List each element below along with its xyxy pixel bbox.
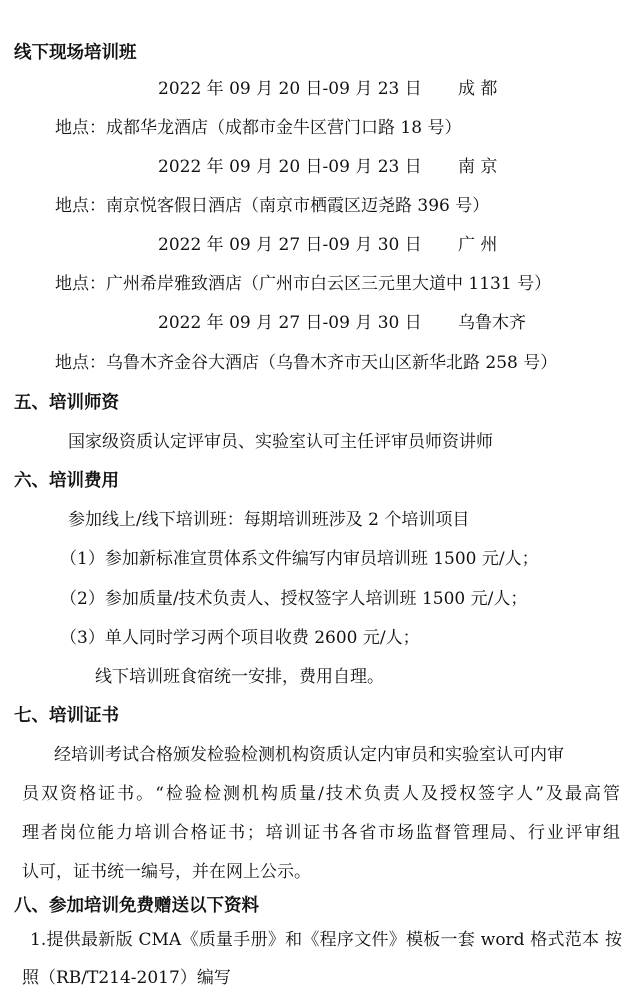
session-city: 乌鲁木齐 bbox=[458, 313, 526, 333]
session-date: 2022 年 09 月 20 日-09 月 23 日 bbox=[158, 157, 422, 177]
section-6-heading: 六、培训费用 bbox=[14, 471, 119, 491]
fee-intro: 参加线上/线下培训班：每期培训班涉及 2 个培训项目 bbox=[68, 510, 470, 530]
session-address-urumqi: 地点：乌鲁木齐金谷大酒店（乌鲁木齐市天山区新华北路 258 号） bbox=[55, 353, 558, 373]
session-address-guangzhou: 地点：广州希岸雅致酒店（广州市白云区三元里大道中 1131 号） bbox=[55, 274, 552, 294]
session-address-nanjing: 地点：南京悦客假日酒店（南京市栖霞区迈尧路 396 号） bbox=[55, 196, 490, 216]
session-schedule-chengdu bbox=[158, 77, 497, 101]
fee-note: 线下培训班食宿统一安排，费用自理。 bbox=[95, 667, 384, 687]
certificate-text-line: 员双资格证书。“检验检测机构质量/技术负责人及授权签字人”及最高管 bbox=[22, 784, 620, 804]
certificate-text-line: 认可，证书统一编号，并在网上公示。 bbox=[22, 862, 311, 882]
section-5-heading: 五、培训师资 bbox=[14, 393, 119, 413]
session-date: 2022 年 09 月 27 日-09 月 30 日 bbox=[158, 313, 422, 333]
materials-line: 照（RB/T214-2017）编写 bbox=[22, 968, 231, 988]
certificate-text-line: 理者岗位能力培训合格证书；培训证书各省市场监督管理局、行业评审组 bbox=[22, 823, 620, 843]
section-8-heading: 八、参加培训免费赠送以下资料 bbox=[14, 896, 259, 916]
section-7-heading: 七、培训证书 bbox=[14, 706, 119, 726]
offline-training-heading: 线下现场培训班 bbox=[14, 43, 137, 63]
fee-item: （2）参加质量/技术负责人、授权签字人培训班 1500 元/人； bbox=[60, 589, 528, 609]
materials-line: 1.提供最新版 CMA《质量手册》和《程序文件》模板一套 word 格式范本 按 bbox=[30, 930, 622, 950]
fee-item: （3）单人同时学习两个项目收费 2600 元/人； bbox=[60, 628, 420, 648]
session-address-chengdu: 地点：成都华龙酒店（成都市金牛区营门口路 18 号） bbox=[55, 118, 462, 138]
fee-item: （1）参加新标准宣贯体系文件编写内审员培训班 1500 元/人； bbox=[60, 549, 539, 569]
trainer-description: 国家级资质认定评审员、实验室认可主任评审员师资讲师 bbox=[68, 432, 493, 452]
session-city: 南 京 bbox=[458, 157, 498, 177]
session-date: 2022 年 09 月 20 日-09 月 23 日 bbox=[158, 79, 422, 99]
session-schedule-nanjing bbox=[158, 155, 497, 179]
session-date: 2022 年 09 月 27 日-09 月 30 日 bbox=[158, 235, 422, 255]
session-schedule-urumqi bbox=[158, 311, 526, 335]
certificate-text-line: 经培训考试合格颁发检验检测机构资质认定内审员和实验室认可内审 bbox=[54, 745, 564, 765]
session-city: 广 州 bbox=[458, 235, 498, 255]
session-schedule-guangzhou bbox=[158, 233, 497, 257]
session-city: 成 都 bbox=[458, 79, 498, 99]
